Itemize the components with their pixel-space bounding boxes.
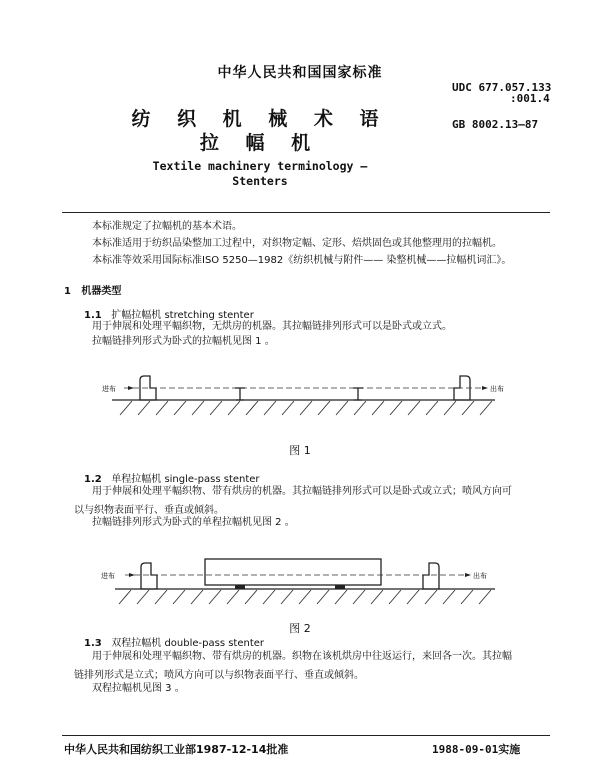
item-number: 1.2 [84,474,102,485]
item-1-2-desc1: 用于伸展和处理平幅织物、带有烘房的机器。其拉幅链排列形式可以是卧式或立式；喷风方向可 [92,486,512,497]
gb-code: GB 8002.13—87 [452,118,539,131]
section-1-heading [64,282,121,297]
fig1-out-label: 出布 [490,385,504,393]
figure-1-diagram [90,370,530,416]
english-title-line1: Textile machinery terminology — [152,159,368,173]
intro-line-1: 本标准规定了拉幅机的基本术语。 [92,221,242,232]
intro-line-2: 本标准适用于纺织品染整加工过程中，对织物定幅、定形、焙烘固色或其他整理用的拉幅机。 [92,238,502,249]
figure-2-caption: 图 2 [289,622,311,635]
item-1-2-desc2: 拉幅链排列形式为卧式的单程拉幅机见图 2 。 [92,517,295,528]
section-number: 1 [64,286,71,297]
doc-title-line2: 拉 幅 机 [199,132,321,154]
item-1-3-heading [84,634,264,649]
item-number: 1.1 [84,310,102,321]
figure-2-diagram [95,553,525,605]
item-term: 双程拉幅机 double-pass stenter [111,638,265,649]
item-1-1-desc1: 用于伸展和处理平幅织物，无烘房的机器。其拉幅链排列形式可以是卧式或立式。 [92,321,452,332]
doc-title-line1: 纺 织 机 械 术 语 [131,108,389,130]
item-term: 扩幅拉幅机 stretching stenter [111,310,254,321]
item-term: 单程拉幅机 single-pass stenter [111,474,260,485]
figure-1-caption: 图 1 [289,444,311,457]
item-1-1-heading [84,306,254,321]
implementation-date: 1988-09-01实施 [432,743,521,756]
item-1-2-desc1b: 以与织物表面平行、垂直或倾斜。 [74,505,224,516]
item-1-3-desc1b: 链排列形式是立式；喷风方向可以与织物表面平行、垂直或倾斜。 [74,670,364,681]
item-1-1-desc2: 拉幅链排列形式为卧式的拉幅机见图 1 。 [92,336,275,347]
udc-sub: :001.4 [510,92,550,105]
item-1-2-heading [84,470,260,485]
udc-label: UDC 677.057.133 [452,81,552,94]
item-1-3-desc2: 双程拉幅机见图 3 。 [92,683,185,694]
national-standard-heading: 中华人民共和国国家标准 [217,65,383,81]
approval-date: 中华人民共和国纺织工业部1987-12-14批准 [64,743,289,756]
header-rule [62,212,550,213]
item-number: 1.3 [84,638,102,649]
english-title-line2: Stenters [232,174,288,188]
fig2-in-label: 进布 [101,572,115,580]
udc-code [452,82,551,104]
section-title: 机器类型 [81,286,122,297]
fig1-in-label: 进布 [102,385,116,393]
item-1-3-desc1: 用于伸展和处理平幅织物、带有烘房的机器。织物在该机烘房中往返运行，来回各一次。其拉幅 [92,651,512,662]
footer-rule [62,735,550,736]
intro-line-3: 本标准等效采用国际标准ISO 5250—1982《纺织机械与附件—— 染整机械——拉幅机词汇》。 [92,255,512,266]
fig2-out-label: 出布 [473,572,487,580]
